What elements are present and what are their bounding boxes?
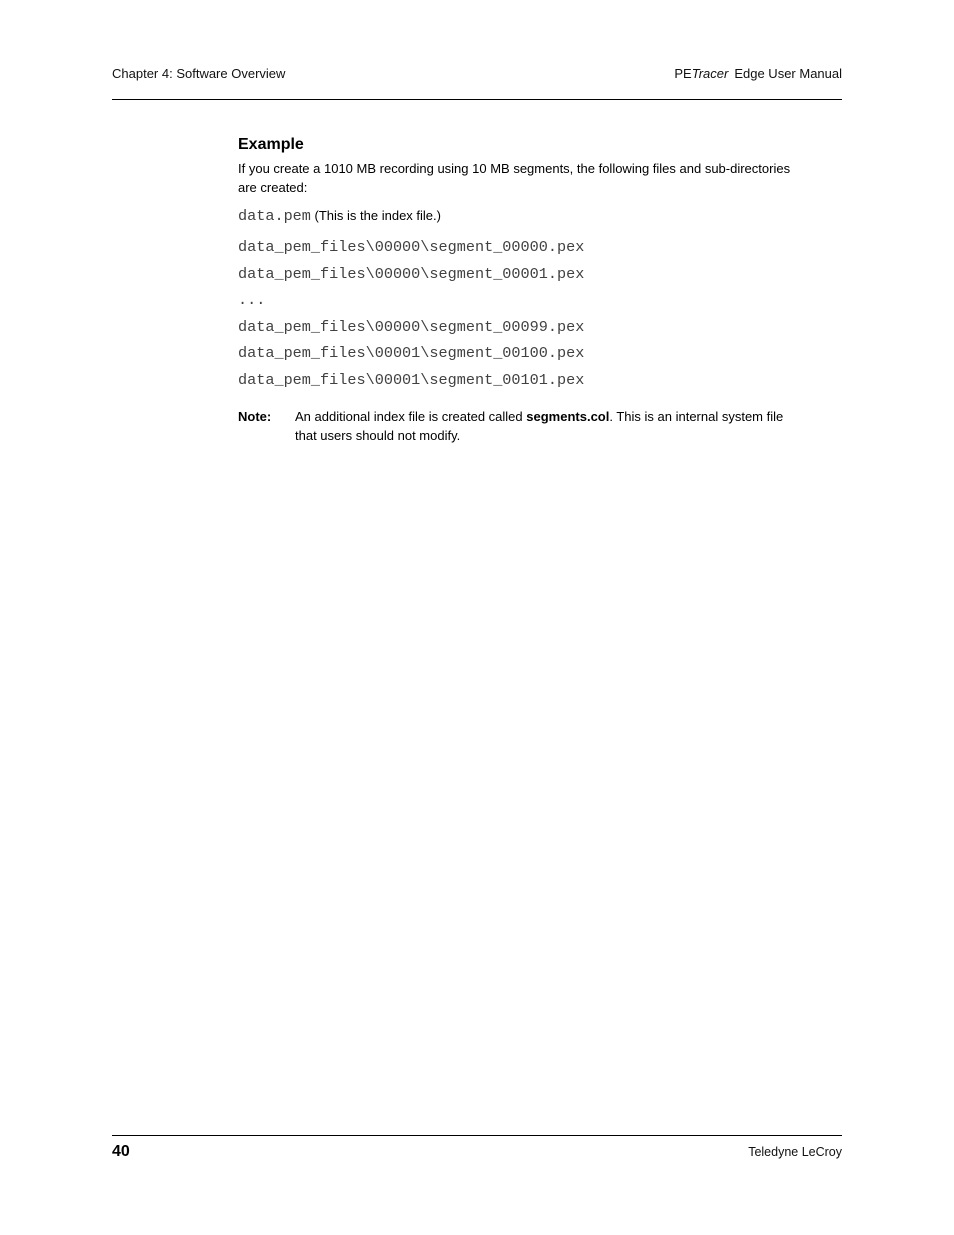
- header-manual-title: [674, 66, 842, 82]
- index-file-name: data.pem: [238, 207, 311, 225]
- footer-rule: [112, 1135, 842, 1136]
- index-file-line: [238, 206, 808, 226]
- page-footer: [112, 1143, 842, 1161]
- section-heading: Example: [238, 136, 304, 153]
- page-content: [238, 135, 808, 445]
- page-header: [112, 66, 842, 82]
- file-list: [238, 234, 808, 393]
- file-path: data_pem_files\00000\segment_00099.pex: [238, 317, 585, 336]
- note-text-before: An additional index file is created called: [295, 409, 527, 424]
- intro-paragraph: If you create a 1010 MB recording using 10 MB segments, the following files and sub-directories are created:: [238, 161, 791, 195]
- note-bold-filename: segments.col: [526, 409, 610, 424]
- file-path: data_pem_files\00000\segment_00000.pex: [238, 238, 585, 256]
- note-label: Note:: [238, 409, 272, 424]
- index-file-note: (This is the index file.): [310, 208, 441, 223]
- header-rule: [112, 99, 842, 100]
- file-path: data_pem_files\00001\segment_00101.pex: [238, 370, 585, 389]
- file-list-ellipsis: ...: [238, 291, 266, 309]
- header-manual-rest: Edge User Manual: [734, 66, 842, 81]
- file-path: data_pem_files\00001\segment_00100.pex: [238, 344, 585, 362]
- header-manual-pe: PE: [674, 66, 692, 81]
- note-block: [238, 408, 808, 445]
- header-chapter-title: Chapter 4: Software Overview: [112, 66, 286, 81]
- page-number: 40: [112, 1143, 130, 1160]
- header-manual-tracer: Tracer: [691, 66, 729, 81]
- note-text-after: . This is an internal system file that users should not modify.: [295, 409, 784, 443]
- file-path: data_pem_files\00000\segment_00001.pex: [238, 264, 585, 283]
- note-text: [295, 408, 808, 445]
- footer-company: Teledyne LeCroy: [748, 1145, 842, 1159]
